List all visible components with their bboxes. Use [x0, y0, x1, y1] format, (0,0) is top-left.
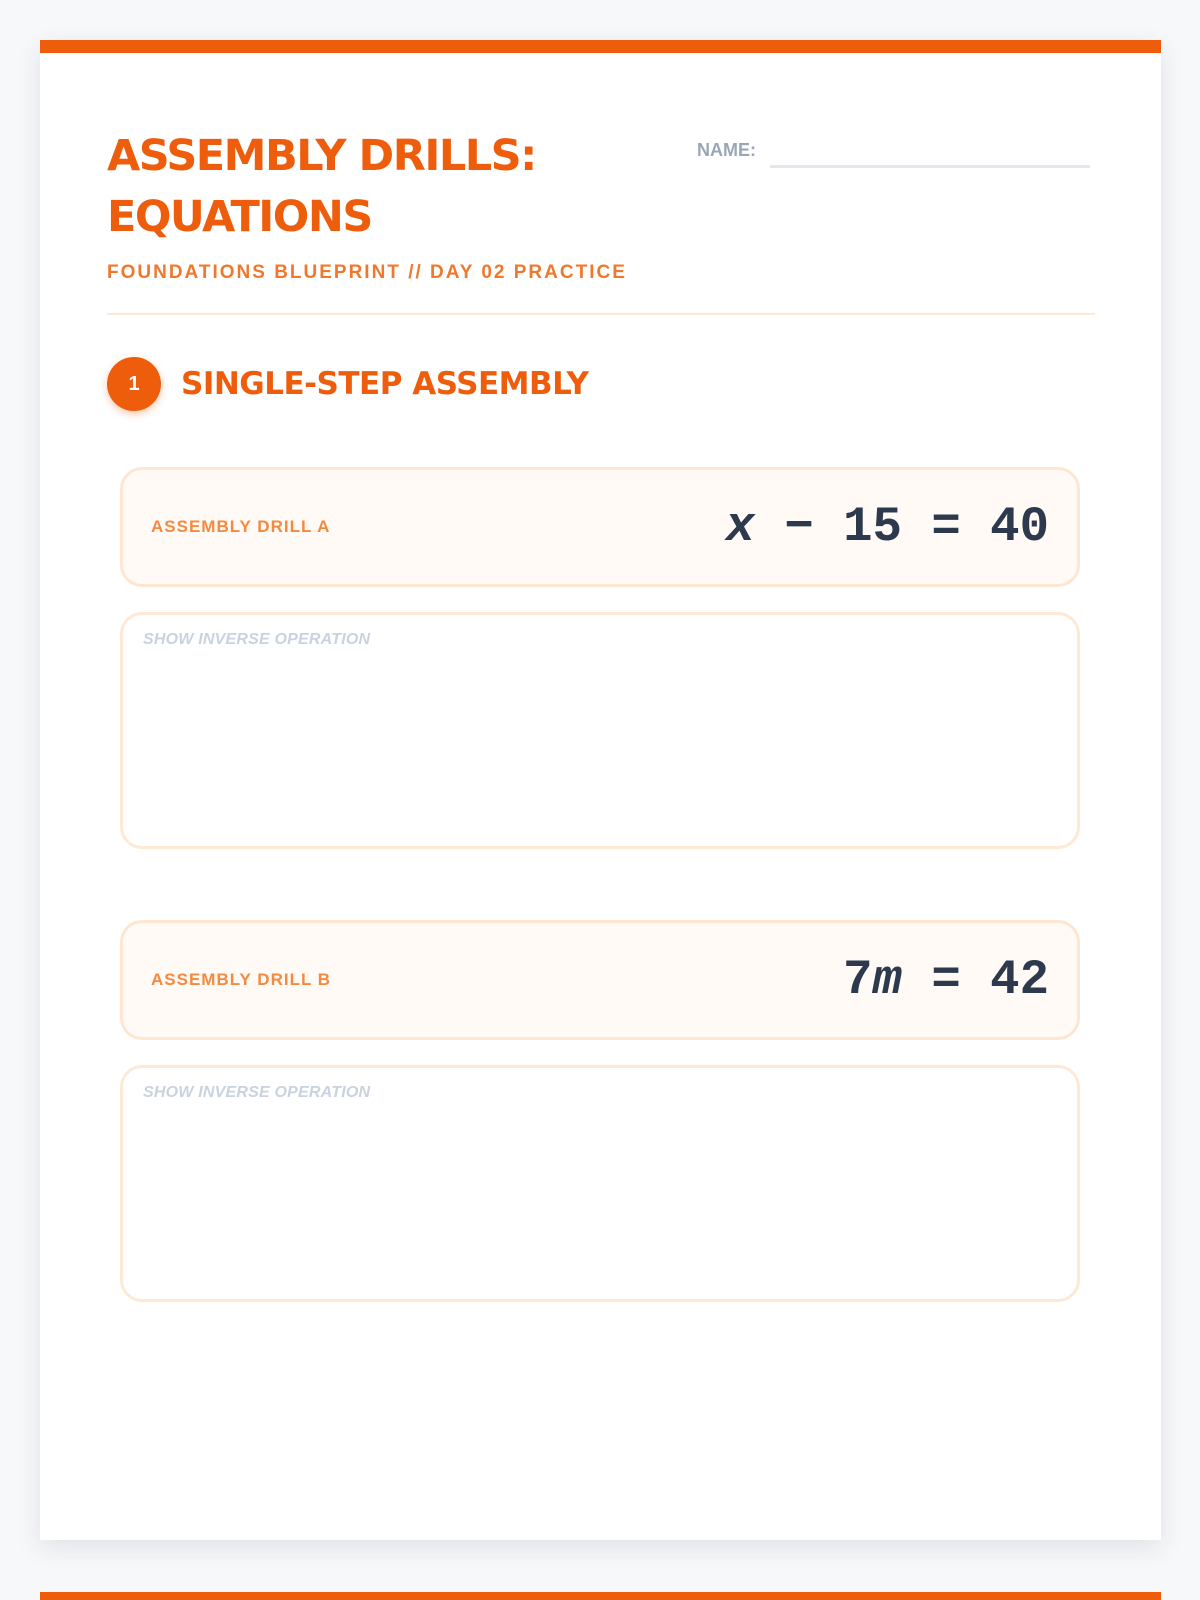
work-area-b[interactable] — [120, 1065, 1080, 1302]
work-area-a[interactable] — [120, 612, 1080, 849]
worksheet-header — [107, 126, 1095, 315]
section-number-badge: 1 — [107, 357, 161, 411]
equation-variable: m — [872, 952, 902, 1008]
name-label: NAME: — [697, 140, 756, 160]
drill-card-a — [120, 467, 1080, 587]
equation-rest: = 42 — [901, 952, 1049, 1008]
section-header — [107, 357, 589, 411]
page-title: ASSEMBLY DRILLS: EQUATIONS — [107, 131, 536, 242]
name-field-group — [697, 138, 1090, 168]
next-page-top-rule — [40, 1592, 1161, 1600]
name-input-line[interactable] — [770, 138, 1090, 168]
page-subtitle: FOUNDATIONS BLUEPRINT // DAY 02 PRACTICE — [107, 262, 627, 283]
drill-label: ASSEMBLY DRILL A — [151, 517, 331, 536]
drill-card-b — [120, 920, 1080, 1040]
equation-rest: − 15 = 40 — [754, 499, 1049, 555]
drill-equation — [843, 952, 1049, 1008]
equation-variable: x — [725, 499, 755, 555]
drill-equation — [726, 499, 1049, 555]
section-title: SINGLE-STEP ASSEMBLY — [181, 366, 589, 402]
worksheet-page — [40, 40, 1161, 1540]
work-area-hint: SHOW INVERSE OPERATION — [143, 1084, 371, 1101]
drill-label: ASSEMBLY DRILL B — [151, 970, 332, 989]
work-area-hint: SHOW INVERSE OPERATION — [143, 631, 371, 648]
equation-coefficient: 7 — [843, 952, 873, 1008]
